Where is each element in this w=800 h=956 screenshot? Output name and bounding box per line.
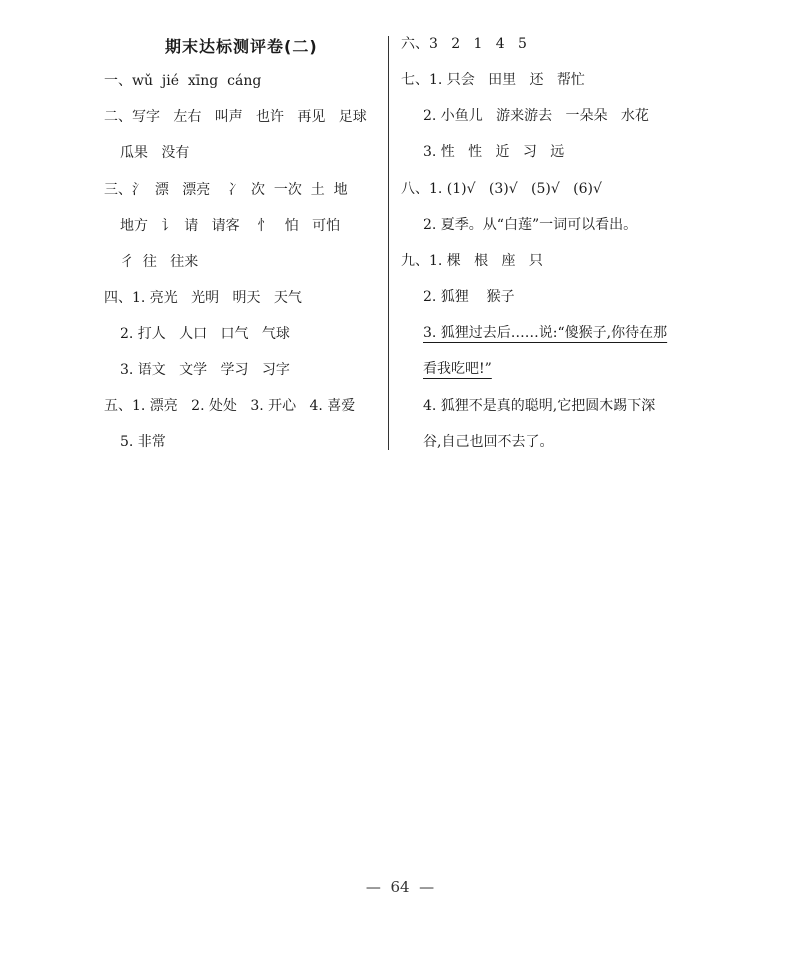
answer-section-2-line-1: 二、写字 左右 叫声 也许 再见 足球 [104, 109, 367, 125]
answer-section-7-line-1: 七、1. 只会 田里 还 帮忙 [401, 72, 585, 88]
answer-section-9-line-4: 看我吃吧!” [423, 361, 492, 377]
answer-section-6: 六、3 2 1 4 5 [401, 36, 527, 52]
page-title: 期末达标测评卷(二) [165, 37, 318, 56]
answer-section-8-line-1: 八、1. (1)√ (3)√ (5)√ (6)√ [401, 181, 602, 197]
answer-section-3-line-2: 地方 讠 请 请客 忄 怕 可怕 [120, 218, 341, 234]
answer-section-9-line-3: 3. 狐狸过去后……说:“傻猴子,你待在那 [423, 325, 668, 341]
answer-section-7-line-3: 3. 性 性 近 习 远 [423, 144, 565, 160]
answer-section-9-line-2: 2. 狐狸 猴子 [423, 289, 515, 305]
answer-section-1: 一、wǔ jié xīng cáng [104, 73, 262, 89]
answer-section-2-line-2: 瓜果 没有 [120, 145, 190, 161]
answer-section-9-line-1: 九、1. 棵 根 座 只 [401, 253, 543, 269]
answer-section-9-line-6: 谷,自己也回不去了。 [423, 434, 554, 450]
answer-section-7-line-2: 2. 小鱼儿 游来游去 一朵朵 水花 [423, 108, 649, 124]
answer-section-5-line-1: 五、1. 漂亮 2. 处处 3. 开心 4. 喜爱 [104, 398, 356, 414]
answer-section-4-line-2: 2. 打人 人口 口气 气球 [120, 326, 290, 342]
answer-section-5-line-2: 5. 非常 [120, 434, 166, 450]
answer-section-4-line-1: 四、1. 亮光 光明 明天 天气 [104, 290, 302, 306]
answer-section-8-line-2: 2. 夏季。从“白莲”一词可以看出。 [423, 217, 638, 233]
answer-section-3-line-3: 彳 往 往来 [120, 254, 199, 270]
column-divider [388, 36, 389, 450]
page-number: — 64 — [365, 878, 435, 896]
answer-section-4-line-3: 3. 语文 文学 学习 习字 [120, 362, 290, 378]
answer-section-3-line-1: 三、氵 漂 漂亮 冫 次 一次 土 地 [104, 182, 348, 198]
answer-section-9-line-5: 4. 狐狸不是真的聪明,它把圆木踢下深 [423, 398, 656, 414]
